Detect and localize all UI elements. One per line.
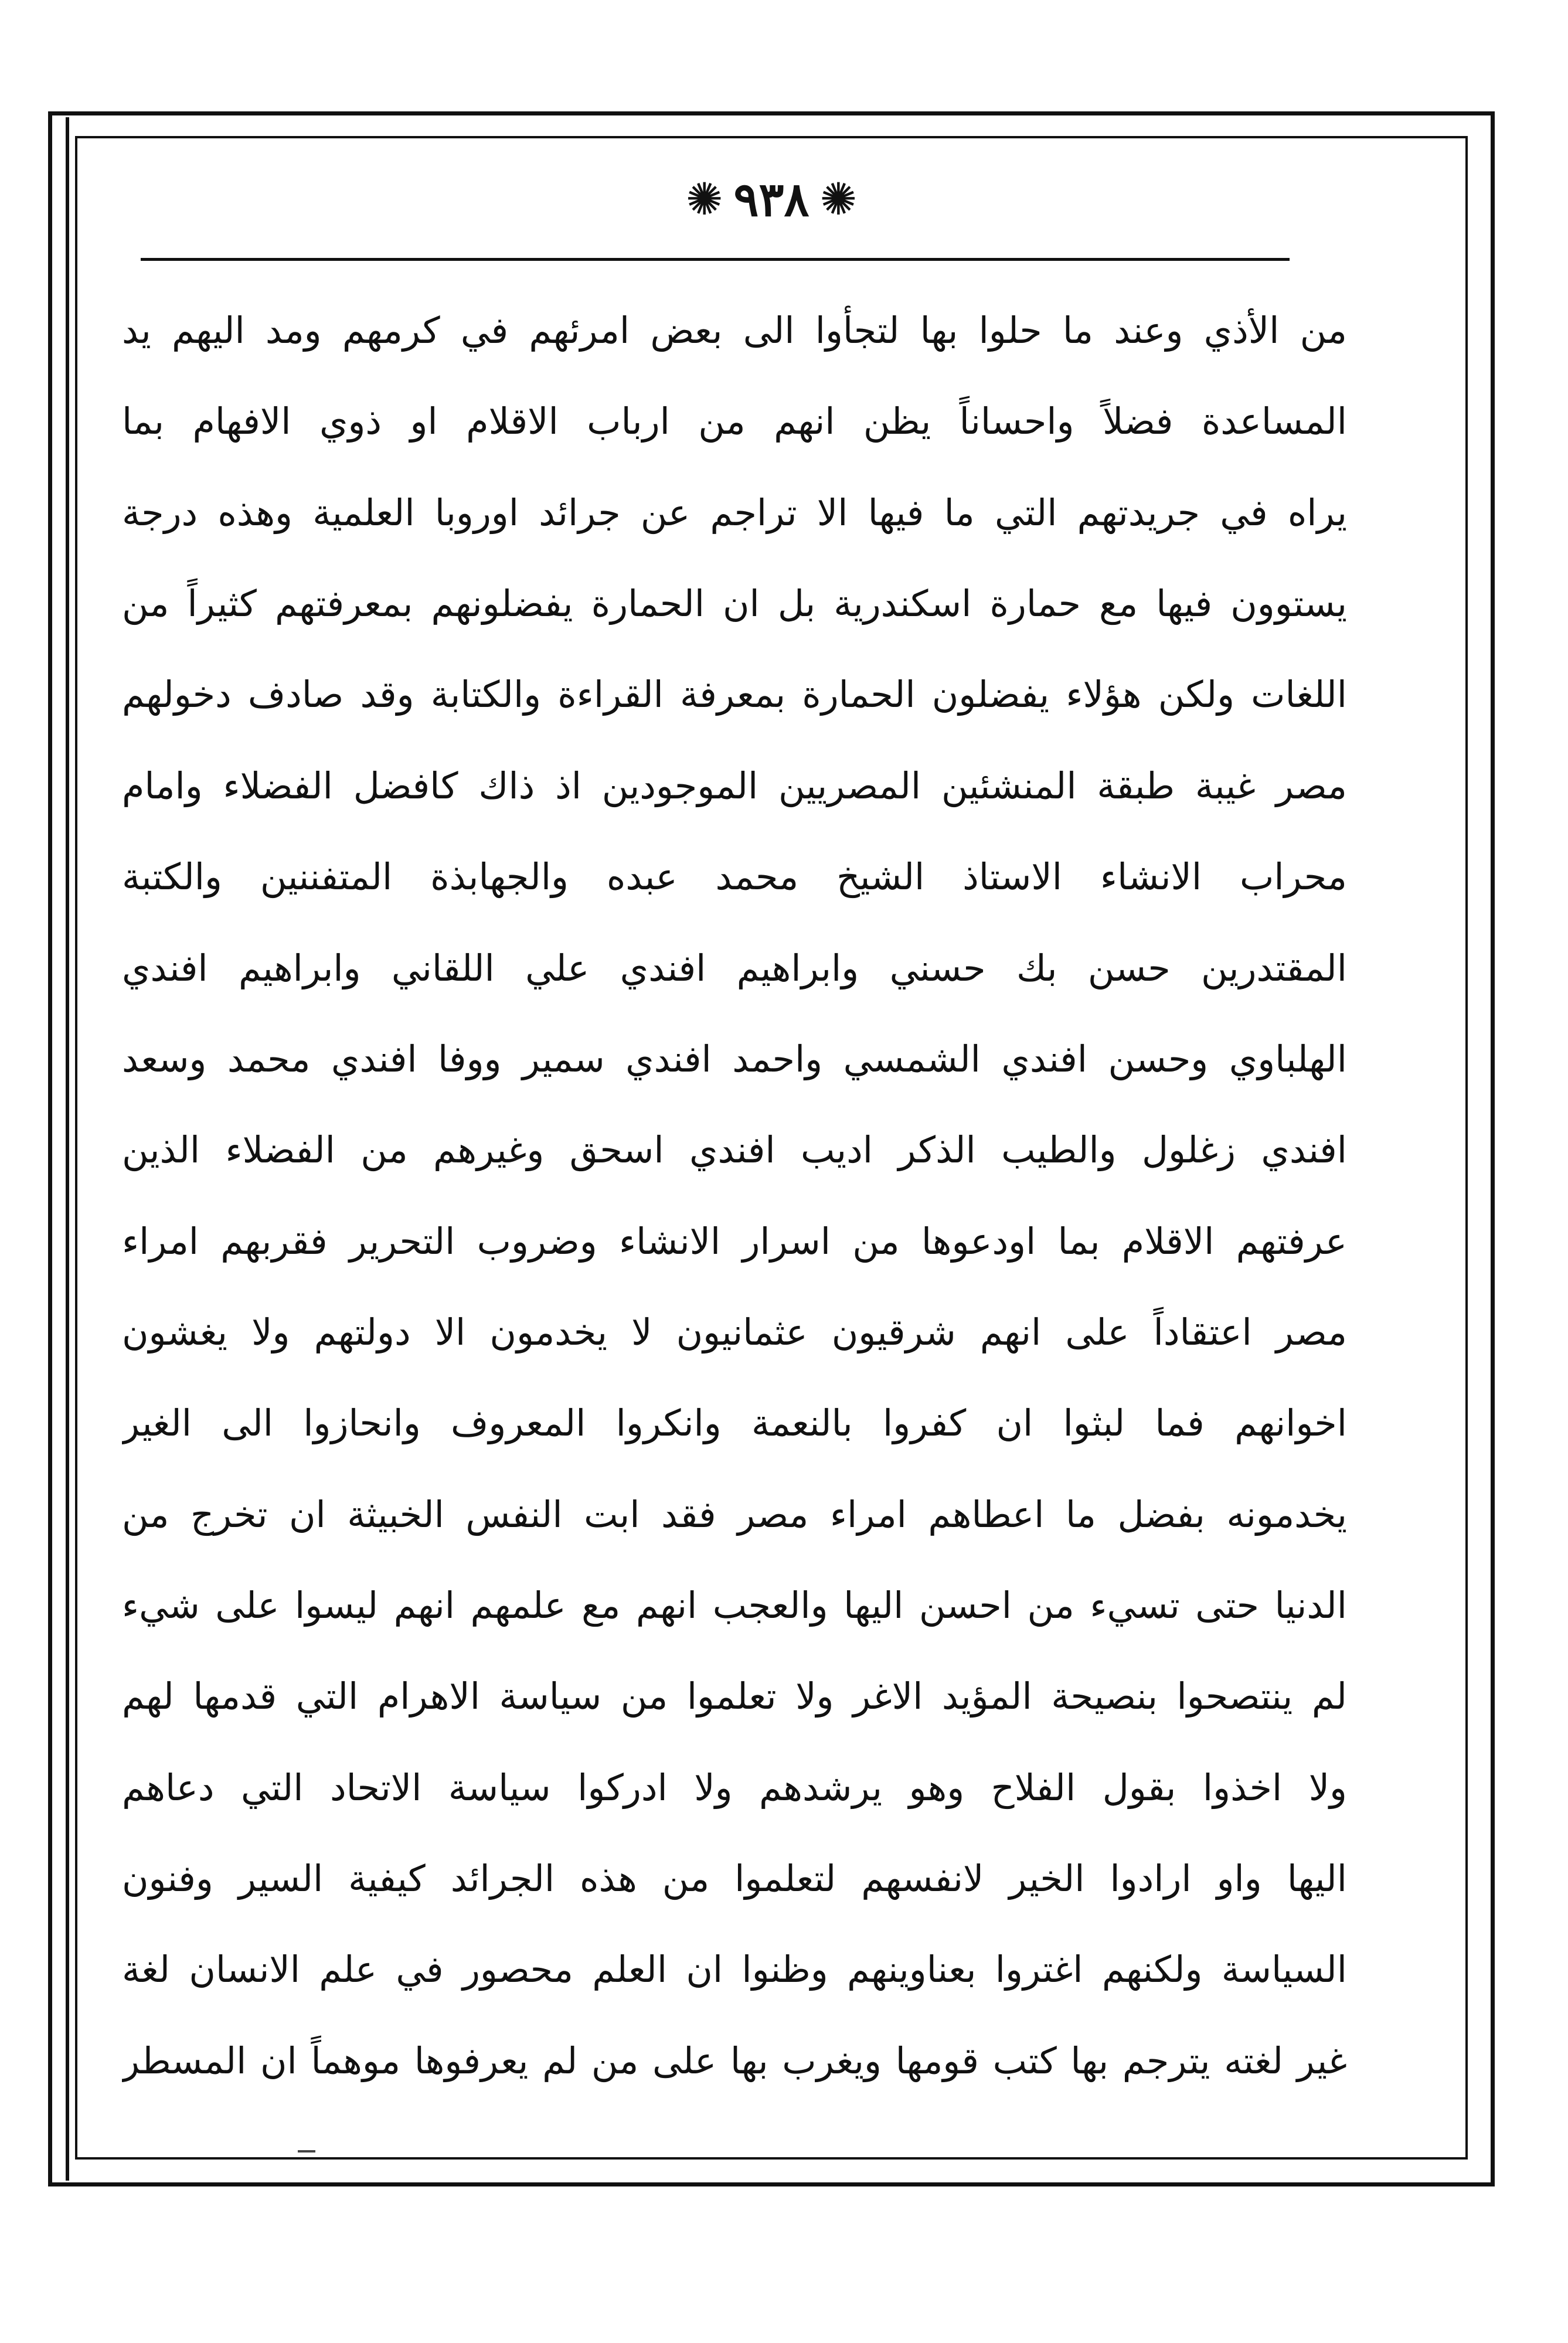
text-line: محراب الانشاء الاستاذ الشيخ محمد عبده والجهابذة المتفننين والكتبة — [122, 855, 1347, 899]
text-line: السياسة ولكنهم اغتروا بعناوينهم وظنوا ان العلم محصور في علم الانسان لغة — [122, 1948, 1347, 1991]
header-divider — [141, 258, 1290, 261]
page-number: ٩٣٨ — [733, 172, 809, 227]
text-line: من الأذي وعند ما حلوا بها لتجأوا الى بعض امرئهم في كرمهم ومد اليهم يد — [122, 309, 1347, 352]
text-line: يراه في جريدتهم التي ما فيها الا تراجم عن جرائد اوروبا العلمية وهذه درجة — [122, 491, 1347, 534]
text-line: عرفتهم الاقلام بما اودعوها من اسرار الانشاء وضروب التحرير فقربهم امراء — [122, 1219, 1347, 1263]
footer-mark — [298, 2150, 315, 2152]
ornament-icon: ✺ — [819, 173, 858, 225]
text-line: اخوانهم فما لبثوا ان كفروا بالنعمة وانكروا المعروف وانحازوا الى الغير — [122, 1402, 1347, 1445]
text-line: اللغات ولكن هؤلاء يفضلون الحمارة بمعرفة القراءة والكتابة وقد صادف دخولهم — [122, 673, 1347, 716]
page-border-left-rule — [66, 117, 69, 2181]
text-line: الدنيا حتى تسيء من احسن اليها والعجب انهم مع علمهم انهم ليسوا على شيء — [122, 1584, 1347, 1627]
text-line: مصر غيبة طبقة المنشئين المصريين الموجودين اذ ذاك كافضل الفضلاء وامام — [122, 764, 1347, 807]
text-line: المساعدة فضلاً واحساناً يظن انهم من ارباب الاقلام او ذوي الافهام بما — [122, 400, 1347, 443]
text-line: غير لغته يترجم بها كتب قومها ويغرب بها على من لم يعرفوها موهماً ان المسطر — [122, 2039, 1347, 2082]
text-line: لم ينتصحوا بنصيحة المؤيد الاغر ولا تعلموا من سياسة الاهرام التي قدمها لهم — [122, 1675, 1347, 1718]
ornament-icon: ✺ — [685, 173, 723, 225]
text-line: ولا اخذوا بقول الفلاح وهو يرشدهم ولا ادركوا سياسة الاتحاد التي دعاهم — [122, 1766, 1347, 1809]
text-line: المقتدرين حسن بك حسني وابراهيم افندي علي اللقاني وابراهيم افندي — [122, 946, 1347, 989]
body-text — [122, 293, 1347, 2099]
text-line: يستوون فيها مع حمارة اسكندرية بل ان الحمارة يفضلونهم بمعرفتهم كثيراً من — [122, 582, 1347, 625]
text-line: الهلباوي وحسن افندي الشمسي واحمد افندي سمير ووفا افندي محمد وسعد — [122, 1037, 1347, 1080]
text-line: مصر اعتقاداً على انهم شرقيون عثمانيون لا يخدمون الا دولتهم ولا يغشون — [122, 1310, 1347, 1354]
text-line: يخدمونه بفضل ما اعطاهم امراء مصر فقد ابت النفس الخبيثة ان تخرج من — [122, 1492, 1347, 1536]
text-line: افندي زغلول والطيب الذكر اديب افندي اسحق وغيرهم من الفضلاء الذين — [122, 1128, 1347, 1172]
page-header — [75, 164, 1468, 234]
text-line: اليها واو ارادوا الخير لانفسهم لتعلموا من هذه الجرائد كيفية السير وفنون — [122, 1857, 1347, 1900]
